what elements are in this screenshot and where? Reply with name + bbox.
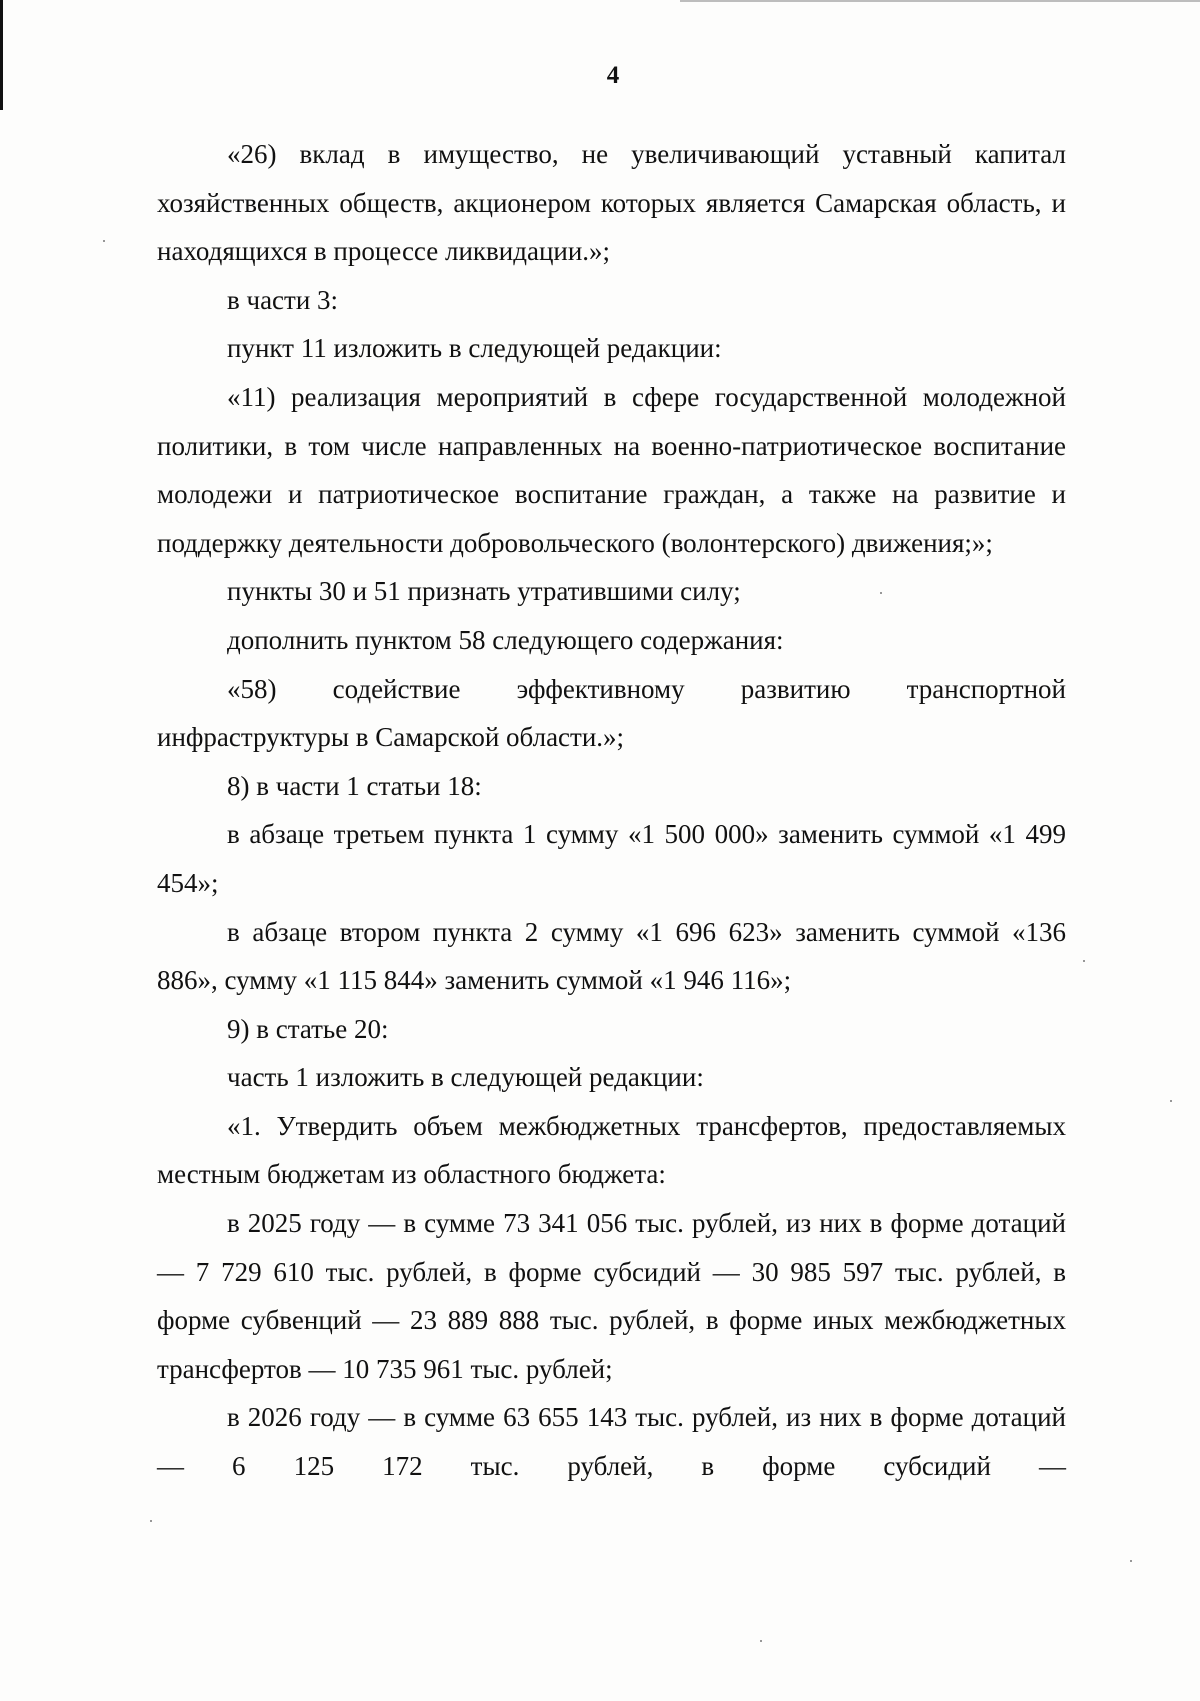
paragraph-amount-point-2: в абзаце втором пункта 2 сумму «1 696 623» заменить суммой «136 886», сумму «1 115 844» заменить суммой «1 946 116»; xyxy=(157,916,1066,996)
paragraph-article-20: 9) в статье 20: xyxy=(227,1013,389,1044)
paragraph-item-11-intro: пункт 11 изложить в следующей редакции: xyxy=(227,333,722,364)
scan-speck xyxy=(880,592,882,594)
paragraph-year-2025: в 2025 году — в сумме 73 341 056 тыс. рублей, из них в форме дотаций — 7 729 610 тыс. рублей, в форме субсидий — 30 985 597 тыс. рублей, в форме субвенций — 23 889 888 тыс. рублей, в форме иных межбюджетных трансфертов — 10 735 961 тыс. рублей; xyxy=(157,1208,1066,1384)
scan-edge-left xyxy=(0,0,3,110)
paragraph-items-30-51: пункты 30 и 51 признать утратившими силу; xyxy=(227,576,741,607)
paragraph-part-3: в части 3: xyxy=(227,284,339,315)
scan-speck xyxy=(760,1640,762,1642)
document-body xyxy=(157,130,1066,1491)
paragraph-amount-point-1: в абзаце третьем пункта 1 сумму «1 500 000» заменить суммой «1 499 454»; xyxy=(157,819,1066,898)
scan-speck xyxy=(1170,1100,1172,1102)
paragraph-transfers-intro: «1. Утвердить объем межбюджетных трансфертов, предоставляемых местным бюджетам из областного бюджета: xyxy=(157,1110,1066,1190)
scan-speck xyxy=(1130,1560,1132,1562)
paragraph-item-58-intro: дополнить пунктом 58 следующего содержания: xyxy=(227,624,784,655)
paragraph-item-58: «58) содействие эффективному развитию транспортной инфраструктуры в Самарской области.»; xyxy=(157,673,1066,753)
paragraph-year-2026: в 2026 году — в сумме 63 655 143 тыс. рублей, из них в форме дотаций — 6 125 172 тыс. рублей, в форме субсидий — xyxy=(157,1402,1066,1482)
page-number: 4 xyxy=(606,62,620,89)
scan-speck xyxy=(103,240,105,242)
scan-speck xyxy=(150,1520,152,1522)
scan-edge-top xyxy=(680,0,1200,2)
paragraph-part-1-intro: часть 1 изложить в следующей редакции: xyxy=(227,1062,704,1093)
paragraph-item-26: «26) вклад в имущество, не увеличивающий уставный капитал хозяйственных обществ, акционером которых является Самарская область, и находящихся в процессе ликвидации.»; xyxy=(157,139,1066,267)
paragraph-article-18: 8) в части 1 статьи 18: xyxy=(227,770,482,801)
paragraph-item-11: «11) реализация мероприятий в сфере государственной молодежной политики, в том числе направленных на военно-патриотическое воспитание молодежи и патриотическое воспитание граждан, а также на развитие и поддержку деятельности добровольческого (волонтерского) движения;»; xyxy=(157,381,1066,558)
scan-speck xyxy=(1083,960,1085,962)
